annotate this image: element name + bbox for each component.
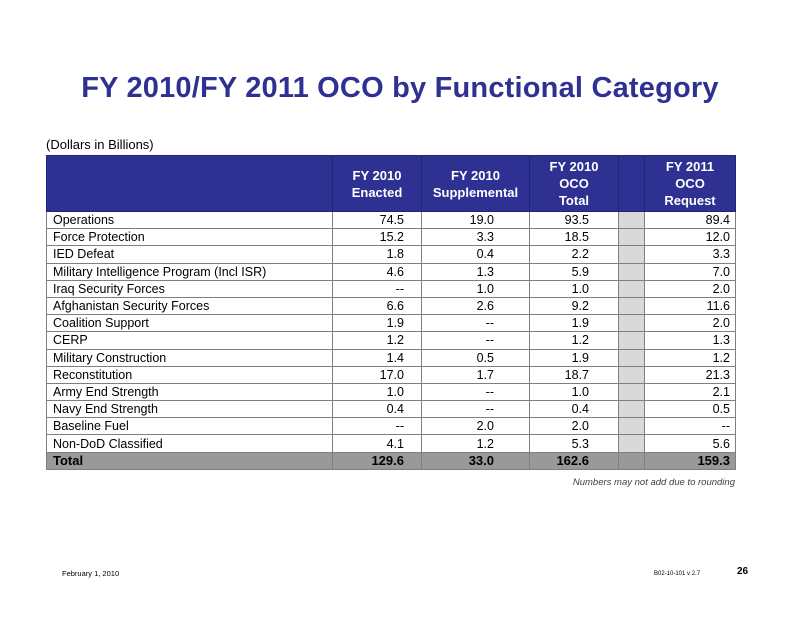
cell-request: 12.0 [645, 229, 736, 246]
cell-label: Reconstitution [47, 366, 333, 383]
cell-label: Coalition Support [47, 315, 333, 332]
cell-supplemental: 2.6 [422, 297, 530, 314]
cell-total: 162.6 [530, 452, 619, 469]
cell-supplemental: -- [422, 332, 530, 349]
cell-label: Afghanistan Security Forces [47, 297, 333, 314]
cell-enacted: 0.4 [333, 401, 422, 418]
table-row [47, 263, 736, 280]
cell-total: 1.2 [530, 332, 619, 349]
cell-gap [619, 418, 645, 435]
cell-total: 1.0 [530, 383, 619, 400]
header-row [47, 156, 736, 212]
table-row [47, 246, 736, 263]
header-fy2011-oco-request: FY 2011 OCO Request [645, 156, 736, 212]
cell-label: Force Protection [47, 229, 333, 246]
cell-request: 89.4 [645, 212, 736, 229]
header-spacer [619, 156, 645, 212]
table-row [47, 332, 736, 349]
cell-request: 0.5 [645, 401, 736, 418]
cell-supplemental: 0.4 [422, 246, 530, 263]
cell-request: -- [645, 418, 736, 435]
cell-label: Military Construction [47, 349, 333, 366]
cell-total: 18.5 [530, 229, 619, 246]
cell-gap [619, 263, 645, 280]
cell-total: 9.2 [530, 297, 619, 314]
rounding-note: Numbers may not add due to rounding [572, 477, 735, 488]
cell-supplemental: 19.0 [422, 212, 530, 229]
cell-gap [619, 383, 645, 400]
header-fy2010-supplemental: FY 2010 Supplemental [422, 156, 530, 212]
cell-enacted: 17.0 [333, 366, 422, 383]
table-row [47, 212, 736, 229]
cell-total: 5.3 [530, 435, 619, 452]
cell-supplemental: -- [422, 401, 530, 418]
cell-label: Iraq Security Forces [47, 280, 333, 297]
cell-request: 7.0 [645, 263, 736, 280]
cell-supplemental: 2.0 [422, 418, 530, 435]
cell-enacted: 15.2 [333, 229, 422, 246]
cell-request: 159.3 [645, 452, 736, 469]
cell-label: Non-DoD Classified [47, 435, 333, 452]
cell-label: Total [47, 452, 333, 469]
cell-gap [619, 332, 645, 349]
cell-supplemental: 1.2 [422, 435, 530, 452]
cell-enacted: 4.6 [333, 263, 422, 280]
cell-request: 1.2 [645, 349, 736, 366]
cell-total: 0.4 [530, 401, 619, 418]
header-fy2010-oco-total: FY 2010 OCO Total [530, 156, 619, 212]
table-row [47, 349, 736, 366]
cell-supplemental: -- [422, 315, 530, 332]
cell-enacted: 129.6 [333, 452, 422, 469]
cell-enacted: 1.9 [333, 315, 422, 332]
cell-request: 1.3 [645, 332, 736, 349]
table-row [47, 366, 736, 383]
table-row [47, 401, 736, 418]
cell-supplemental: 1.7 [422, 366, 530, 383]
table-row [47, 297, 736, 314]
cell-label: CERP [47, 332, 333, 349]
cell-enacted: -- [333, 418, 422, 435]
cell-enacted: 1.4 [333, 349, 422, 366]
cell-enacted: 74.5 [333, 212, 422, 229]
table-body [47, 212, 736, 470]
cell-enacted: 6.6 [333, 297, 422, 314]
cell-gap [619, 401, 645, 418]
footer-doc-code: B02-10-101 v 2.7 [654, 571, 701, 577]
cell-label: Operations [47, 212, 333, 229]
footer-date: February 1, 2010 [62, 569, 120, 578]
cell-supplemental: 33.0 [422, 452, 530, 469]
cell-gap [619, 349, 645, 366]
total-row [47, 452, 736, 469]
cell-request: 2.1 [645, 383, 736, 400]
table-row [47, 229, 736, 246]
cell-supplemental: -- [422, 383, 530, 400]
cell-enacted: 4.1 [333, 435, 422, 452]
cell-supplemental: 0.5 [422, 349, 530, 366]
cell-request: 11.6 [645, 297, 736, 314]
cell-request: 2.0 [645, 315, 736, 332]
cell-gap [619, 315, 645, 332]
cell-total: 1.0 [530, 280, 619, 297]
cell-enacted: 1.2 [333, 332, 422, 349]
cell-request: 3.3 [645, 246, 736, 263]
table-row [47, 383, 736, 400]
cell-gap [619, 280, 645, 297]
table-row [47, 418, 736, 435]
cell-request: 5.6 [645, 435, 736, 452]
table-row [47, 435, 736, 452]
cell-total: 18.7 [530, 366, 619, 383]
cell-request: 21.3 [645, 366, 736, 383]
cell-gap [619, 452, 645, 469]
cell-enacted: -- [333, 280, 422, 297]
cell-label: Military Intelligence Program (Incl ISR) [47, 263, 333, 280]
cell-supplemental: 3.3 [422, 229, 530, 246]
cell-gap [619, 366, 645, 383]
cell-enacted: 1.8 [333, 246, 422, 263]
cell-label: IED Defeat [47, 246, 333, 263]
oco-table [46, 155, 736, 470]
cell-total: 93.5 [530, 212, 619, 229]
cell-gap [619, 246, 645, 263]
cell-total: 1.9 [530, 349, 619, 366]
cell-label: Navy End Strength [47, 401, 333, 418]
page-title: FY 2010/FY 2011 OCO by Functional Category [81, 72, 719, 104]
cell-supplemental: 1.3 [422, 263, 530, 280]
cell-gap [619, 297, 645, 314]
page-number: 26 [737, 566, 749, 577]
cell-supplemental: 1.0 [422, 280, 530, 297]
cell-gap [619, 212, 645, 229]
cell-label: Baseline Fuel [47, 418, 333, 435]
cell-enacted: 1.0 [333, 383, 422, 400]
cell-total: 2.0 [530, 418, 619, 435]
cell-label: Army End Strength [47, 383, 333, 400]
table-row [47, 315, 736, 332]
header-fy2010-enacted: FY 2010 Enacted [333, 156, 422, 212]
units-label: (Dollars in Billions) [46, 137, 154, 152]
table-row [47, 280, 736, 297]
cell-gap [619, 229, 645, 246]
header-category [47, 156, 333, 212]
cell-request: 2.0 [645, 280, 736, 297]
cell-total: 2.2 [530, 246, 619, 263]
cell-gap [619, 435, 645, 452]
cell-total: 5.9 [530, 263, 619, 280]
cell-total: 1.9 [530, 315, 619, 332]
